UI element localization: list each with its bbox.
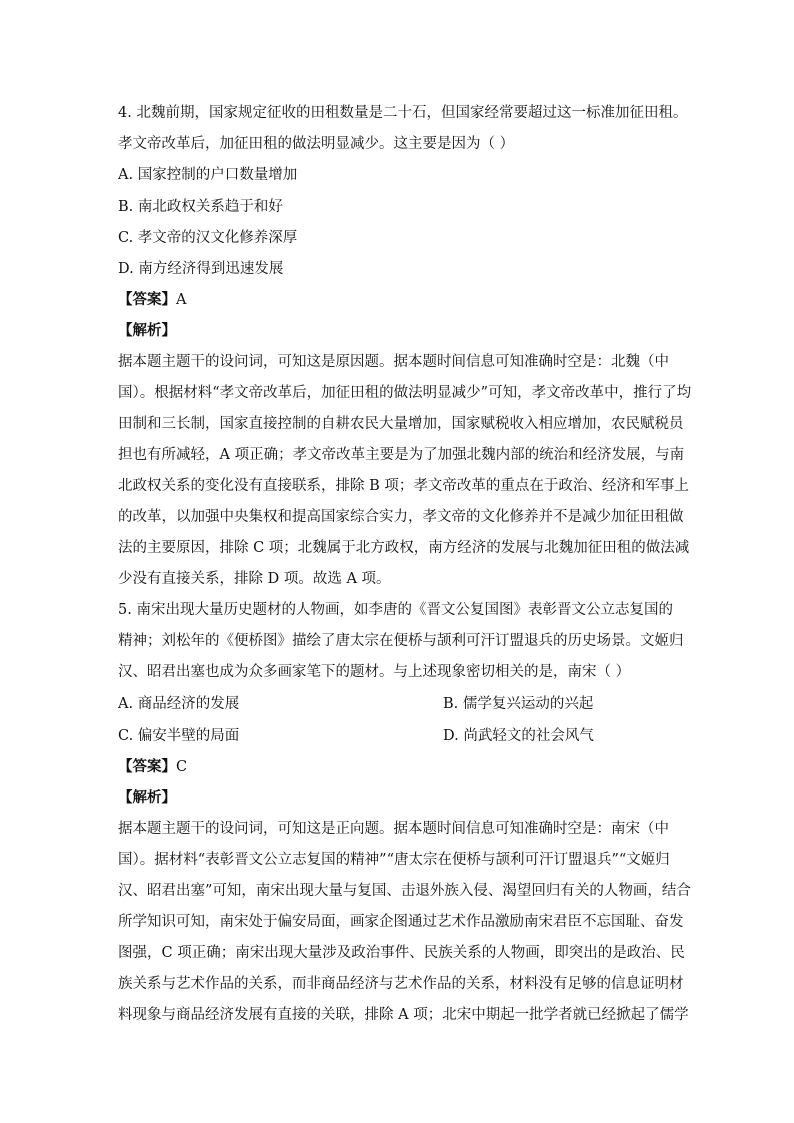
q4-option-a: A. 国家控制的户口数量增加 [118, 167, 298, 183]
q5-analysis-line-2: 国）。据材料“表彰晋文公立志复国的精神”“唐太宗在便桥与颉利可汗订盟退兵”“文姬归 [118, 852, 670, 868]
q4-stem-line-2: 孝文帝改革后，加征田租的做法明显减少。这主要是因为（ ） [118, 136, 515, 152]
q4-option-b: B. 南北政权关系趋于和好 [118, 199, 283, 215]
q4-analysis-line-3: 田制和三长制，国家直接控制的自耕农民大量增加，国家赋税收入相应增加，农民赋税员 [118, 416, 684, 432]
q4-answer [118, 290, 678, 310]
q5-analysis-tag: 【解析】 [118, 789, 176, 806]
q5-stem-line-3: 汉、昭君出塞也成为众多画家笔下的题材。与上述现象密切相关的是，南宋（ ） [118, 664, 631, 680]
q5-analysis-line-4: 所学知识可知，南宋处于偏安局面，画家企图通过艺术作品激励南宋君臣不忘国耻、奋发 [118, 914, 684, 930]
q4-stem-line-1: 4. 北魏前期，国家规定征收的田租数量是二十石，但国家经常要超过这一标准加征田租。 [118, 105, 688, 121]
q5-analysis-line-6: 族关系与艺术作品的关系，而非商品经济与艺术作品的关系，材料没有足够的信息证明材 [118, 976, 684, 992]
q5-analysis-line-1: 据本题主题干的设问词，可知这是正向题。据本题时间信息可知准确时空是：南宋（中 [118, 821, 669, 837]
q4-analysis-tag: 【解析】 [118, 322, 176, 339]
q5-answer-value: C [176, 759, 188, 775]
q5-option-a: A. 商品经济的发展 [118, 696, 240, 712]
q4-analysis-line-1: 据本题主题干的设问词，可知这是原因题。据本题时间信息可知准确时空是：北魏（中 [118, 354, 669, 370]
q4-option-d: D. 南方经济得到迅速发展 [118, 261, 284, 277]
q5-option-d: D. 尚武轻文的社会风气 [443, 728, 594, 744]
q5-analysis-line-7: 料现象与商品经济发展有直接的关联，排除 A 项；北宋中期起一批学者就已经掀起了儒学 [118, 1007, 689, 1023]
q4-analysis-line-7: 法的主要原因，排除 C 项；北魏属于北方政权，南方经济的发展与北魏加征田租的做法减 [118, 540, 690, 556]
q4-answer-tag: 【答案】 [118, 291, 176, 308]
q5-option-b: B. 儒学复兴运动的兴起 [443, 696, 594, 712]
q4-analysis-line-6: 的改革，以加强中央集权和提高国家综合实力，孝文帝的文化修养并不是减少加征田租做 [118, 509, 684, 525]
q5-option-c: C. 偏安半壁的局面 [118, 728, 240, 744]
q4-analysis-line-2: 国）。根据材料“孝文帝改革后，加征田租的做法明显减少”可知，孝文帝改革中，推行了均 [118, 385, 692, 401]
q4-analysis-line-4: 担也有所减轻，A 项正确；孝文帝改革主要是为了加强北魏内部的统治和经济发展，与南 [118, 447, 685, 463]
q5-analysis-line-5: 图强，C 项正确；南宋出现大量涉及政治事件、民族关系的人物画，即突出的是政治、民 [118, 945, 685, 961]
q4-option-c: C. 孝文帝的汉文化修养深厚 [118, 230, 298, 246]
q4-analysis-line-5: 北政权关系的变化没有直接联系，排除 B 项；孝文帝改革的重点在于政治、经济和军事上 [118, 478, 689, 494]
q5-stem-line-1: 5. 南宋出现大量历史题材的人物画，如李唐的《晋文公复国图》表彰晋文公立志复国的 [118, 602, 673, 618]
q5-answer-tag: 【答案】 [118, 758, 176, 775]
q5-analysis-line-3: 汉、昭君出塞”可知，南宋出现大量与复国、击退外族入侵、渴望回归有关的人物画，结合 [118, 883, 691, 899]
q4-analysis-line-8: 少没有直接关系，排除 D 项。故选 A 项。 [118, 571, 391, 587]
q5-stem-line-2: 精神；刘松年的《便桥图》描绘了唐太宗在便桥与颉利可汗订盟退兵的历史场景。文姬归 [118, 633, 684, 649]
q4-answer-value: A [176, 292, 187, 308]
q5-answer [118, 757, 678, 777]
